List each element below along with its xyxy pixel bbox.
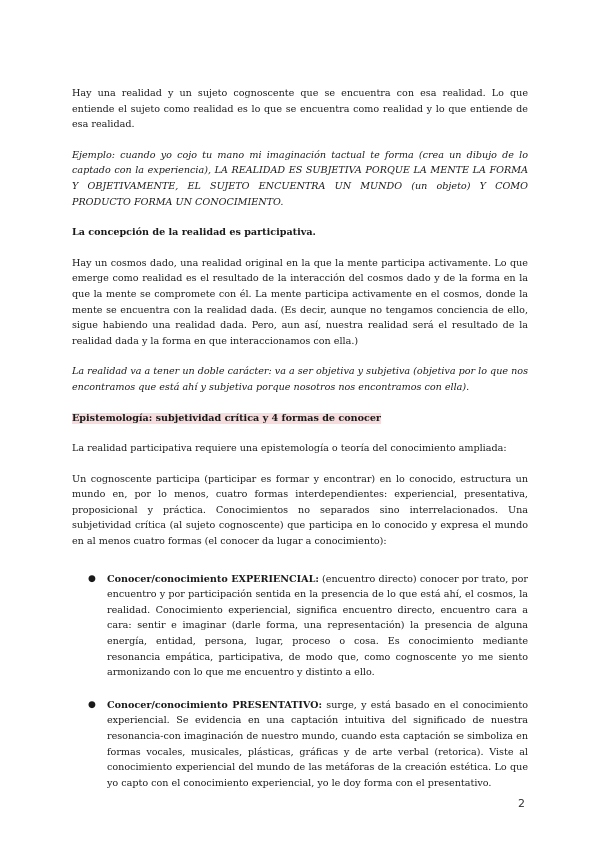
- knowledge-forms-list: [72, 572, 528, 792]
- bullet-text: surge, y está basado en el conocimiento experiencial. Se evidencia en una captación intuitiva del significado de nuestra resonancia-con imaginación de nuestro mundo, cuando esta captación se simboliza en formas vocales, musicales, plásticas, gráficas y de arte verbal (retorica). Viste al conocimiento experiencial del mundo de las metáforas de la creación estética. Lo que yo capto con el conocimiento experiencial, yo le doy forma con el presentativo.: [107, 699, 528, 789]
- cosmos-paragraph: Hay un cosmos dado, una realidad original en la que la mente participa activamente. Lo que emerge como realidad es el resultado de la interacción del cosmos dado y de la forma en la que la mente se compromete con él. La mente participa activamente en el cosmos, donde la mente se encuentra con la realidad dada. (Es decir, aunque no tengamos conciencia de ello, sigue habiendo una realidad dada. Pero, aun así, nuestra realidad será el resultado de la realidad dada y la forma en que interaccionamos con ella.): [72, 257, 528, 347]
- epistemology-heading: Epistemología: subjetividad crítica y 4 formas de conocer: [72, 412, 381, 424]
- participative-heading: La concepción de la realidad es participativa.: [72, 227, 316, 239]
- example-paragraph: Ejemplo: cuando yo cojo tu mano mi imaginación tactual te forma (crea un dibujo de lo captado con la experiencia), LA REALIDAD ES SUBJETIVA PORQUE LA MENTE LA FORMA Y OBJETIVAMENTE, EL SUJETO ENCUENTRA UN MUNDO (un objeto) Y COMO PRODUCTO FORMA UN CONOCIMIENTO.: [72, 149, 528, 208]
- page-number: 2: [518, 797, 525, 810]
- bullet-icon: ●: [88, 573, 96, 584]
- requires-paragraph: La realidad participativa requiere una epistemología o teoría del conocimiento ampliada:: [72, 443, 507, 455]
- epistemology-heading-wrapper: [72, 411, 528, 427]
- bullet-title: Conocer/conocimiento PRESENTATIVO:: [107, 699, 323, 711]
- double-character-paragraph: La realidad va a tener un doble carácter: va a ser objetiva y subjetiva (objetiva por lo que nos encontramos que está ahí y subjetiva porque nosotros nos encontramos con ella).: [72, 366, 528, 393]
- bullet-text: (encuentro directo) conocer por trato, por encuentro y por participación sentida en la presencia de lo que está ahí, el cosmos, la realidad. Conocimiento experiencial, significa encuentro directo, encuentro cara a cara: sentir e imaginar (darle forma, una representación) la presencia de alguna energía, entidad, persona, lugar, proceso o cosa. Es conocimiento mediante resonancia empática, participativa, de modo que, como cognoscente yo me siento armonizando con lo que me encuentro y distinto a ello.: [107, 573, 528, 679]
- list-item: [72, 698, 528, 792]
- document-body: [72, 86, 528, 808]
- intro-paragraph: Hay una realidad y un sujeto cognoscente que se encuentra con esa realidad. Lo que entiende el sujeto como realidad es lo que se encuentra como realidad y lo que entiende de esa realidad.: [72, 88, 528, 131]
- bullet-icon: ●: [88, 699, 96, 710]
- bullet-title: Conocer/conocimiento EXPERIENCIAL:: [107, 573, 319, 585]
- list-item: [72, 572, 528, 681]
- knower-paragraph: Un cognoscente participa (participar es formar y encontrar) en lo conocido, estructura un mundo en, por lo menos, cuatro formas interdependientes: experiencial, presentativa, proposicional y práctica. Conocimientos no separados sino interrelacionados. Una subjetividad crítica (al sujeto cognoscente) que participa en lo conocido y expresa el mundo en al menos cuatro formas (el conocer da lugar a conocimiento):: [72, 473, 528, 548]
